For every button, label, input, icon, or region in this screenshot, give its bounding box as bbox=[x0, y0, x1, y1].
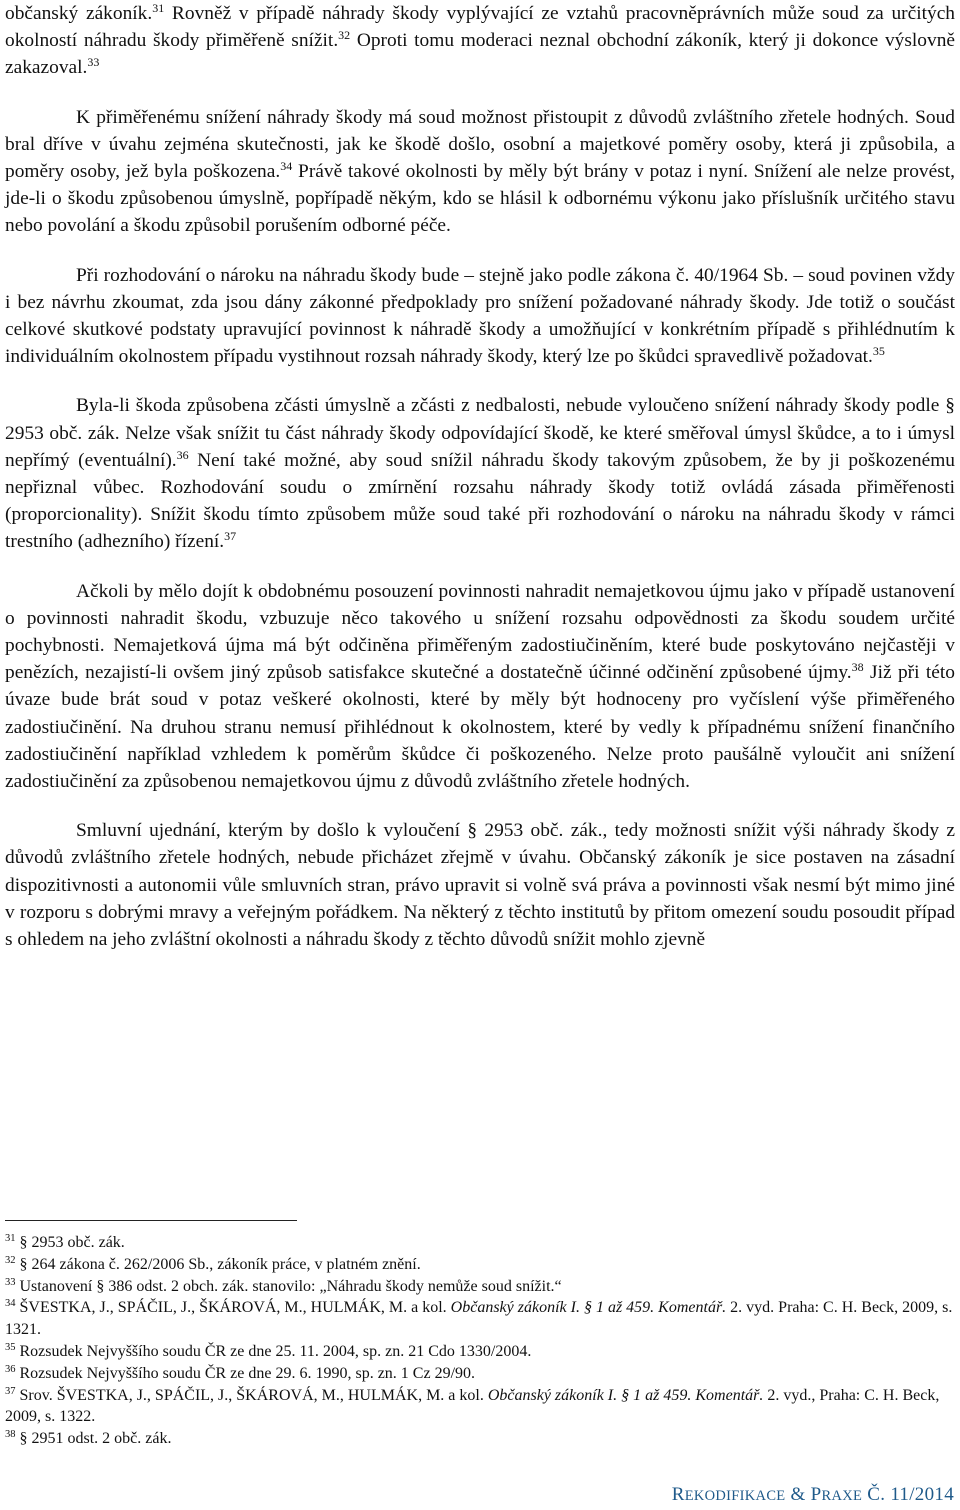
text-run: Není také možné, aby soud snížil náhradu škody takovým způsobem, že by ji poškozenému nepřiznal vůbec. Rozhodování soudu o zmírnění rozsahu náhrady škody totiž ovládá zásada přiměřenosti (proporcionality). Snížit škodu tímto způsobem může soud také při rozhodování o nároku na náhradu škody v rámci trestního (adhezního) řízení. bbox=[5, 449, 955, 553]
text-run: ŠVESTKA, J., SPÁČIL, J., ŠKÁROVÁ, M., HULMÁK, M. a kol. bbox=[15, 1299, 451, 1317]
body-text bbox=[5, 0, 955, 975]
footnote-number: 36 bbox=[5, 1363, 16, 1375]
text-run: Oproti tomu moderaci neznal obchodní zákoník, který ji dokonce výslovně zakazoval. bbox=[5, 30, 955, 79]
footer-p2: RAXE bbox=[821, 1488, 863, 1504]
footnote-ref: 37 bbox=[224, 529, 237, 544]
footnote-number: 34 bbox=[5, 1298, 16, 1310]
text-run: občanský zákoník. bbox=[5, 3, 153, 24]
text-run: § 2951 odst. 2 obč. zák. bbox=[15, 1430, 172, 1448]
footer-r1: R bbox=[671, 1484, 685, 1505]
paragraph bbox=[5, 104, 955, 240]
paragraph bbox=[5, 262, 955, 371]
text-run: 2. vyd. Praha: C. H. Beck, 2009, s. 1321. bbox=[5, 1299, 953, 1339]
footnote-ref: 34 bbox=[280, 159, 293, 174]
footnotes bbox=[5, 1232, 955, 1450]
text-run: Při rozhodování o nároku na náhradu škody bude – stejně jako podle zákona č. 40/1964 Sb. – soud povinen vždy i bez návrhu zkoumat, zda jsou dány zákonné předpoklady pro snížení požadované náhrady škody. Jde totiž o součást celkové skutkové podstaty upravující povinnost k náhradě škody a umožňující v konkrétním případě s přihlédnutím k individuálním okolnostem případu vystihnout rozsah náhrady škody, který lze po škůdci spravedlivě požadovat. bbox=[5, 264, 955, 368]
footer-c1: Č bbox=[862, 1484, 881, 1505]
footnote-number: 33 bbox=[5, 1276, 16, 1288]
text-run: Ačkoli by mělo dojít k obdobnému posouzení povinnosti nahradit nemajetkovou újmu jako v případě ustanovení o povinnosti nahradit škodu, vzbuzuje něco takového u snížení rozsahu odpovědnosti za škodu soudem určité pochybnosti. Nemajetková újma má být odčiněna přiměřeným zadostiučiněním, které bude poskytováno nejčastěji v penězích, nezajistí-li ovšem jiný způsob satisfakce skutečné a dostatečně účinné odčinění způsobené újmy. bbox=[5, 580, 955, 684]
text-run: Již při této úvaze bude brát soud v potaz veškeré okolnosti, které by měly být hodnoceny pro vyčíslení výše přiměřeného zadostiučinění. Na druhou stranu nemusí přihlédnout k okolnostem, které by vedly k případnému snížení finančního zadostiučinění například vzhledem k poměrům škůdce či poškozeného. Nelze proto paušálně vyloučit ani snížení zadostiučinění za způsobenou nemajetkovou újmu z důvodů zvláštního zřetele hodných. bbox=[5, 662, 955, 793]
text-run: Byla-li škoda způsobena zčásti úmyslně a zčásti z nedbalosti, nebude vyloučeno snížení náhrady škody podle § 2953 obč. zák. Nelze však snížit tu část náhrady škody odpovídající škodě, ke které směřoval úmysl škůdce, a to i úmysl nepřímý (eventuální). bbox=[5, 395, 955, 471]
footnote-ref: 33 bbox=[87, 55, 100, 70]
footnote-number: 31 bbox=[5, 1233, 16, 1244]
footnote-number: 32 bbox=[5, 1254, 16, 1266]
footer-r2: EKODIFIKACE bbox=[684, 1488, 786, 1504]
text-run: Rovněž v případě náhrady škody vyplývající ze vztahů pracovněprávních může soud za určitých okolností náhradu škody přiměřeně snížit. bbox=[5, 3, 955, 52]
text-run: K přiměřenému snížení náhrady škody má soud možnost přistoupit z důvodů zvláštního zřetele hodných. Soud bral dříve v úvahu zejména skutečnosti, jak ke škodě došlo, osobní a majetkové poměry osoby, která ji způsobila, a poměry osoby, jež byla poškozena. bbox=[5, 106, 955, 183]
footnote bbox=[5, 1385, 955, 1429]
paragraph bbox=[5, 817, 955, 953]
text-run: Smluvní ujednání, kterým by došlo k vyloučení § 2953 obč. zák., tedy možnosti snížit výši náhrady škody z důvodů zvláštního zřetele hodných, nebude přicházet zřejmě v úvahu. Občanský zákoník je sice postaven na zásadní dispozitivnosti a autonomii vůle smluvních stran, právo upravit si volně svá práva a povinnosti však nesmí být mimo jiné v rozporu s dobrými mravy a veřejným pořádkem. Na některý z těchto institutů by přitom omezení soudu posoudit případ s ohledem na jeho zvláštní okolnosti a náhradu škody z těchto důvodů snížit mohlo zjevně bbox=[5, 820, 955, 951]
paragraph bbox=[5, 578, 955, 796]
text-run: Ustanovení § 386 odst. 2 obch. zák. stanovilo: „Náhradu škody nemůže soud snížit.“ bbox=[15, 1277, 562, 1295]
footnote-ref: 38 bbox=[851, 660, 864, 675]
footnote bbox=[5, 1254, 955, 1276]
text-run: § 264 zákona č. 262/2006 Sb., zákoník práce, v platném znění. bbox=[15, 1255, 421, 1273]
footnote-ref: 36 bbox=[176, 447, 189, 462]
text-run: Rozsudek Nejvyššího soudu ČR ze dne 25. 11. 2004, sp. zn. 21 Cdo 1330/2004. bbox=[15, 1342, 532, 1360]
text-run: Právě takové okolnosti by měly být brány v potaz i nyní. Snížení ale nelze provést, jde-li o škodu způsobenou úmyslně, popřípadě někým, kdo se hlásil k odbornému výkonu jako příslušník určitého stavu nebo povolání a škodu způsobil porušením odborné péče. bbox=[5, 161, 955, 237]
footnote-number: 35 bbox=[5, 1341, 16, 1353]
paragraph bbox=[5, 392, 955, 555]
footnote bbox=[5, 1276, 955, 1298]
footnote-number: 38 bbox=[5, 1429, 16, 1441]
text-run: § 2953 obč. zák. bbox=[15, 1234, 125, 1251]
footer-amp: & bbox=[785, 1484, 811, 1505]
footnote-ref: 31 bbox=[152, 1, 165, 15]
footnote-ref: 32 bbox=[338, 28, 351, 43]
journal-footer bbox=[672, 1484, 954, 1506]
text-run: Rozsudek Nejvyššího soudu ČR ze dne 29. 6. 1990, sp. zn. 1 Cz 29/90. bbox=[15, 1364, 476, 1382]
paragraph bbox=[5, 0, 955, 82]
footer-c2: . 11/2014 bbox=[880, 1484, 954, 1505]
text-run: 2. vyd., Praha: C. H. Beck, 2009, s. 1322. bbox=[5, 1386, 940, 1426]
footnote bbox=[5, 1297, 955, 1341]
footnote-ref: 35 bbox=[872, 344, 885, 359]
footnote-separator bbox=[5, 1220, 297, 1221]
footnote-number: 37 bbox=[5, 1385, 16, 1397]
footer-p1: P bbox=[810, 1484, 822, 1505]
italic-text: Občanský zákoník I. § 1 až 459. Komentář. bbox=[487, 1386, 764, 1404]
footnote bbox=[5, 1341, 955, 1363]
footnote bbox=[5, 1428, 955, 1450]
italic-text: Občanský zákoník I. § 1 až 459. Komentář. bbox=[450, 1299, 727, 1317]
footnote bbox=[5, 1363, 955, 1385]
footnote bbox=[5, 1232, 955, 1254]
text-run: Srov. ŠVESTKA, J., SPÁČIL, J., ŠKÁROVÁ, M., HULMÁK, M. a kol. bbox=[15, 1386, 488, 1404]
